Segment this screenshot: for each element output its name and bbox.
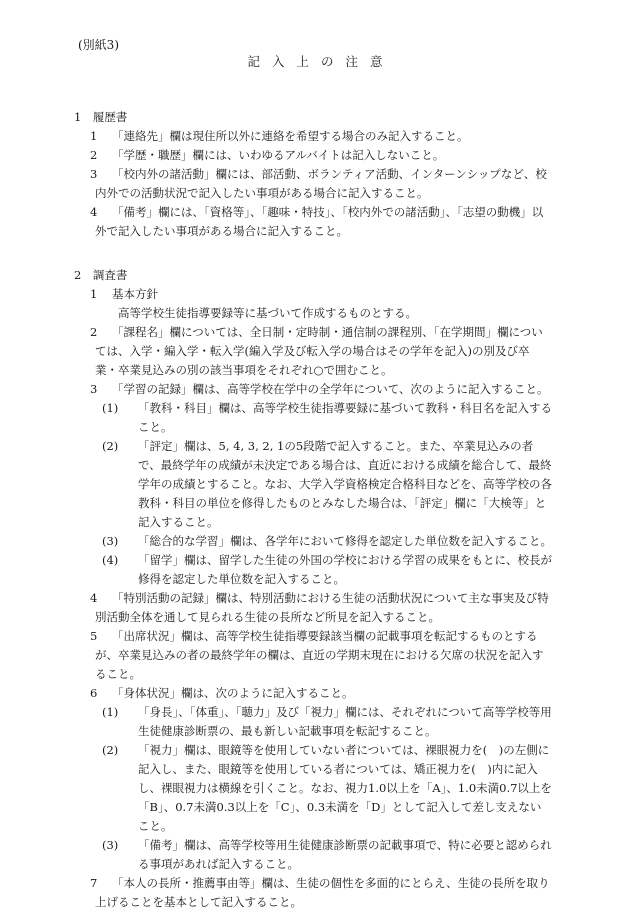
report-item-2-text: 「課程名」欄については、全日制・定時制・通信制の課程別、「在学期間」欄については、入学・編入学・転入学(編入学及び転入学の場合はその学年を記入)の別及び卒業・卒業見込みの別の該当事項をそれぞれ○で囲むこと。 [95, 325, 543, 377]
resume-item-3-text: 「校内外の諸活動」欄には、部活動、ボランティア活動、インターンシップなど、校内外での活動状況で記入したい事項がある場合に記入すること。 [95, 167, 547, 200]
document-title: 記入上の注意 [247, 54, 395, 69]
report-item-3-sub-4: (4) 「留学」欄は、留学した生徒の外国の学校における学習の成果をもとに、校長が修得を認定した単位数を記入すること。 [0, 551, 630, 589]
report-item-3-sub-3-text: 「総合的な学習」欄は、各学年において修得を認定した単位数を記入すること。 [138, 534, 552, 548]
report-item-3-sub-2-text: 「評定」欄は、5, 4, 3, 2, 1の5段階で記入すること。また、卒業見込みの者で、最終学年の成績が未決定である場合は、直近における成績を総合して、最終学年の成績とすること。なお、大学入学資格検定合格科目などを、高等学校の各教科・科目の単位を修得したものとみなした場合は、「評定」欄に「大検等」と記入すること。 [138, 439, 552, 529]
report-item-4: 4 「特別活動の記録」欄は、特別活動における生徒の活動状況について主な事実及び特別活動全体を通して見られる生徒の長所など所見を記入すること。 [0, 589, 630, 627]
report-item-1-body: 高等学校生徒指導要録等に基づいて作成するものとする。 [118, 306, 417, 320]
report-item-2: 2 「課程名」欄については、全日制・定時制・通信制の課程別、「在学期間」欄については、入学・編入学・転入学(編入学及び転入学の場合はその学年を記入)の別及び卒業・卒業見込みの別の該当事項をそれぞれ○で囲むこと。 [0, 323, 630, 380]
resume-item-4-text: 「備考」欄には、「資格等」、「趣味・特技」、「校内外での諸活動」、「志望の動機」以外で記入したい事項がある場合に記入すること。 [95, 205, 544, 238]
report-item-3-sub-1-text: 「教科・科目」欄は、高等学校生徒指導要録に基づいて教科・科目名を記入すること。 [138, 401, 552, 434]
report-item-1: 1 基本方針 [0, 285, 630, 304]
report-item-5-text: 「出席状況」欄は、高等学校生徒指導要録該当欄の記載事項を転記するものとするが、卒業見込みの者の最終学年の欄は、直近の学期末現在における欠席の状況を記入すること。 [95, 629, 544, 681]
report-item-7: 7 「本人の長所・推薦事由等」欄は、生徒の個性を多面的にとらえ、生徒の長所を取り上げることを基本として記入すること。 [0, 874, 630, 912]
report-item-6: 6 「身体状況」欄は、次のように記入すること。 [0, 684, 630, 703]
report-item-1-text: 基本方針 [112, 287, 158, 301]
report-item-6-sub-3: (3) 「備考」欄は、高等学校等用生徒健康診断票の記載事項で、特に必要と認められる事項があれば記入すること。 [0, 836, 630, 874]
section-heading-report: 2 調査書 [74, 268, 128, 282]
resume-item-1: 1 「連絡先」欄は現住所以外に連絡を希望する場合のみ記入すること。 [0, 127, 630, 146]
report-item-3-sub-4-text: 「留学」欄は、留学した生徒の外国の学校における学習の成果をもとに、校長が修得を認定した単位数を記入すること。 [138, 553, 552, 586]
report-item-6-sub-2: (2) 「視力」欄は、眼鏡等を使用していない者については、裸眼視力を( )の左側に記入し、また、眼鏡等を使用している者については、矯正視力を( )内に記入し、裸眼視力は横線を引くこと。なお、視力1.0以上を「A」、1.0未満0.7以上を「B」、0.7未満0.3以上を「C」、0.3未満を「D」として記入して差し支えないこと。 [0, 741, 630, 836]
report-item-4-text: 「特別活動の記録」欄は、特別活動における生徒の活動状況について主な事実及び特別活動全体を通して見られる生徒の長所など所見を記入すること。 [95, 591, 549, 624]
report-item-3: 3 「学習の記録」欄は、高等学校在学中の全学年について、次のように記入すること。 [0, 380, 630, 399]
document-body [0, 108, 630, 912]
report-item-3-sub-3: (3) 「総合的な学習」欄は、各学年において修得を認定した単位数を記入すること。 [0, 532, 630, 551]
report-item-3-sub-2: (2) 「評定」欄は、5, 4, 3, 2, 1の5段階で記入すること。また、卒業見込みの者で、最終学年の成績が未決定である場合は、直近における成績を総合して、最終学年の成績とすること。なお、大学入学資格検定合格科目などを、高等学校の各教科・科目の単位を修得したものとみなした場合は、「評定」欄に「大検等」と記入すること。 [0, 437, 630, 532]
report-item-6-sub-1: (1) 「身長」、「体重」、「聴力」及び「視力」欄には、それぞれについて高等学校等用生徒健康診断票の、最も新しい記載事項を転記すること。 [0, 703, 630, 741]
report-item-5: 5 「出席状況」欄は、高等学校生徒指導要録該当欄の記載事項を転記するものとするが、卒業見込みの者の最終学年の欄は、直近の学期末現在における欠席の状況を記入すること。 [0, 627, 630, 684]
resume-item-4: 4 「備考」欄には、「資格等」、「趣味・特技」、「校内外での諸活動」、「志望の動機」以外で記入したい事項がある場合に記入すること。 [0, 203, 630, 241]
report-item-3-sub-1: (1) 「教科・科目」欄は、高等学校生徒指導要録に基づいて教科・科目名を記入すること。 [0, 399, 630, 437]
report-item-7-text: 「本人の長所・推薦事由等」欄は、生徒の個性を多面的にとらえ、生徒の長所を取り上げることを基本として記入すること。 [95, 876, 550, 909]
document-label: (別紙3) [78, 38, 119, 52]
resume-item-2: 2 「学歴・職歴」欄には、いわゆるアルバイトは記入しないこと。 [0, 146, 630, 165]
report-item-3-text: 「学習の記録」欄は、高等学校在学中の全学年について、次のように記入すること。 [112, 382, 549, 396]
resume-item-1-text: 「連絡先」欄は現住所以外に連絡を希望する場合のみ記入すること。 [112, 129, 469, 143]
report-item-6-sub-3-text: 「備考」欄は、高等学校等用生徒健康診断票の記載事項で、特に必要と認められる事項があれば記入すること。 [138, 838, 552, 871]
section-heading-resume: 1 履歴書 [74, 110, 128, 124]
report-item-6-sub-1-text: 「身長」、「体重」、「聴力」及び「視力」欄には、それぞれについて高等学校等用生徒健康診断票の、最も新しい記載事項を転記すること。 [138, 705, 552, 738]
resume-item-3: 3 「校内外の諸活動」欄には、部活動、ボランティア活動、インターンシップなど、校内外での活動状況で記入したい事項がある場合に記入すること。 [0, 165, 630, 203]
resume-item-2-text: 「学歴・職歴」欄には、いわゆるアルバイトは記入しないこと。 [112, 148, 445, 162]
report-item-6-sub-2-text: 「視力」欄は、眼鏡等を使用していない者については、裸眼視力を( )の左側に記入し、また、眼鏡等を使用している者については、矯正視力を( )内に記入し、裸眼視力は横線を引くこと。なお、視力1.0以上を「A」、1.0未満0.7以上を「B」、0.7未満0.3以上を「C」、0.3未満を「D」として記入して差し支えないこと。 [138, 743, 552, 833]
report-item-6-text: 「身体状況」欄は、次のように記入すること。 [112, 686, 354, 700]
